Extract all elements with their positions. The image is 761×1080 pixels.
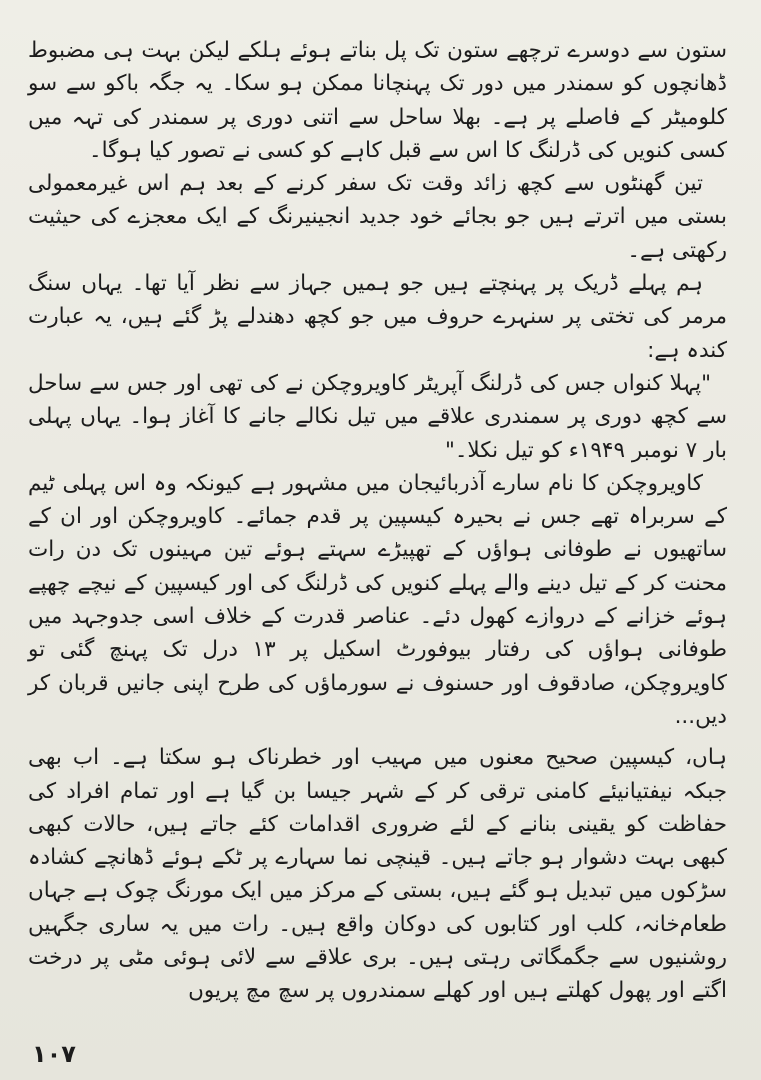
quoted-inscription: "پہلا کنواں جس کی ڈرلنگ آپریٹر کاویروچکن نے کی تھی اور جس سے ساحل سے کچھ دوری پر سمندری علاقے میں تیل نکالے جانے کا آغاز ہوا۔ یہاں پہلی بار ۷ نومبر ۱۹۴۹ء کو تیل نکلا۔" [28,370,727,463]
body-text [28,34,727,1008]
paragraph-2: تین گھنٹوں سے کچھ زائد وقت تک سفر کرنے کے بعد ہم اس غیرمعمولی بستی میں اترتے ہیں جو بجائے خود جدید انجینیرنگ کے ایک معجزے کی حیثیت رکھتی ہے۔ [28,171,727,263]
paragraph-5: کاویروچکن کا نام سارے آذربائیجان میں مشہور ہے کیونکہ وہ اس پہلی ٹیم کے سربراہ تھے جس نے بحیرہ کیسپین پر قدم جمائے۔ کاویروچکن اور ان کے ساتھیوں نے طوفانی ہواؤں کے تھپیڑے سہتے ہوئے تین مہینوں تک دن رات محنت کر کے تیل دینے والے پہلے کنویں کی ڈرلنگ کی اور کیسپین کے نیچے چھپے ہوئے خزانے کے دروازے کھول دئے۔ عناصر قدرت کے خلاف اسی جدوجہد میں طوفانی ہواؤں کی رفتار بیوفورٹ اسکیل پر ۱۳ درل تک پہنچ گئی تو کاویروچکن، صادقوف اور حسنوف نے سورماؤں کی طرح اپنی جانیں قربان کر دیں... [28,470,727,729]
paragraph-6: ہاں، کیسپین صحیح معنوں میں مہیب اور خطرناک ہو سکتا ہے۔ اب بھی جبکہ نیفتیانیئے کامنی ترقی کر کے شہر جیسا بن گیا ہے اور تمام افراد کی حفاظت کو یقینی بنانے کے لئے ضروری اقدامات کئے جاتے ہیں، حالات کبھی کبھی بہت دشوار ہو جاتے ہیں۔ قینچی نما سہارے پر ٹکے ہوئے ڈھانچے کشادہ سڑکوں میں تبدیل ہو گئے ہیں، بستی کے مرکز میں ایک مورنگ چوک ہے جہاں طعام‌خانہ، کلب اور کتابوں کی دوکان واقع ہیں۔ رات میں یہ ساری جگہیں روشنیوں سے جگمگاتی رہتی ہیں۔ بری علاقے سے لائی ہوئی مٹی پر درخت اگتے اور پھول کھلتے ہیں اور کھلے سمندروں پر سچ مچ پریوں [28,745,727,1004]
page-number: ۱۰۷ [32,1040,76,1068]
paragraph-1: ستون سے دوسرے ترچھے ستون تک پل بناتے ہوئے ہلکے لیکن بہت ہی مضبوط ڈھانچوں کو سمندر میں دور تک پہنچانا ممکن ہو سکا۔ یہ جگہ باکو سے سو کلومیٹر کے فاصلے پر ہے۔ بھلا ساحل سے اتنی دوری پر سمندر کی تہہ میں کسی کنویں کی ڈرلنگ کا اس سے قبل کاہے کو کسی نے تصور کیا ہوگا۔ [28,38,727,163]
paragraph-3: ہم پہلے ڈریک پر پہنچتے ہیں جو ہمیں جہاز سے نظر آیا تھا۔ یہاں سنگ مرمر کی تختی پر سنہرے حروف میں جو کچھ دھندلے پڑ گئے ہیں، یہ عبارت کندہ ہے: [28,271,727,363]
